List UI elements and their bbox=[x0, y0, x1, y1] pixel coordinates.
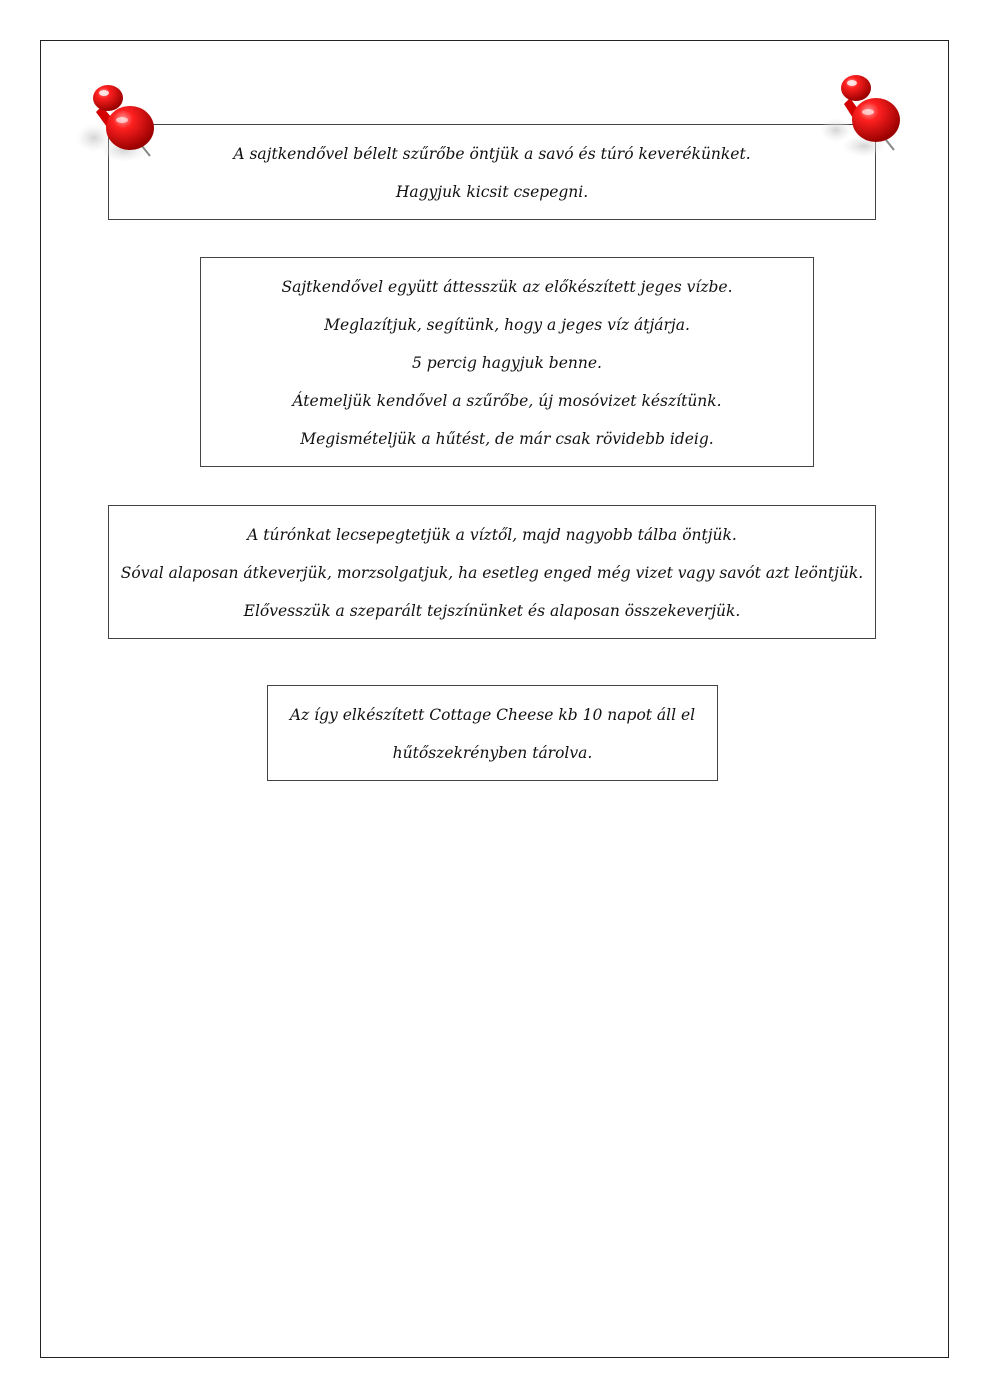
instruction-box-2 bbox=[200, 257, 814, 467]
instruction-line: Átemeljük kendővel a szűrőbe, új mosóvizet készítünk. bbox=[292, 392, 722, 410]
instruction-line: A sajtkendővel bélelt szűrőbe öntjük a savó és túró keverékünket. bbox=[233, 145, 751, 163]
instruction-line: 5 percig hagyjuk benne. bbox=[412, 354, 602, 372]
pushpin-icon bbox=[72, 76, 182, 186]
instruction-line: Sóval alaposan átkeverjük, morzsolgatjuk, ha esetleg enged még vizet vagy savót azt leöntjük. bbox=[120, 564, 864, 582]
instruction-line: hűtőszekrényben tárolva. bbox=[392, 744, 593, 762]
instruction-line: Meglazítjuk, segítünk, hogy a jeges víz átjárja. bbox=[324, 316, 690, 334]
instruction-box-1 bbox=[108, 124, 876, 220]
instruction-box-3 bbox=[108, 505, 876, 639]
instruction-line: Elővesszük a szeparált tejszínünket és alaposan összekeverjük. bbox=[243, 602, 741, 620]
instruction-line: Hagyjuk kicsit csepegni. bbox=[395, 183, 589, 201]
instruction-line: Sajtkendővel együtt áttesszük az előkészített jeges vízbe. bbox=[281, 278, 733, 296]
pushpin-icon bbox=[814, 68, 924, 178]
instruction-line: Megismételjük a hűtést, de már csak rövidebb ideig. bbox=[300, 430, 714, 448]
instruction-box-4 bbox=[267, 685, 718, 781]
instruction-line: A túrónkat lecsepegtetjük a víztől, majd nagyobb tálba öntjük. bbox=[247, 526, 737, 544]
instruction-line: Az így elkészített Cottage Cheese kb 10 napot áll el bbox=[289, 706, 696, 724]
